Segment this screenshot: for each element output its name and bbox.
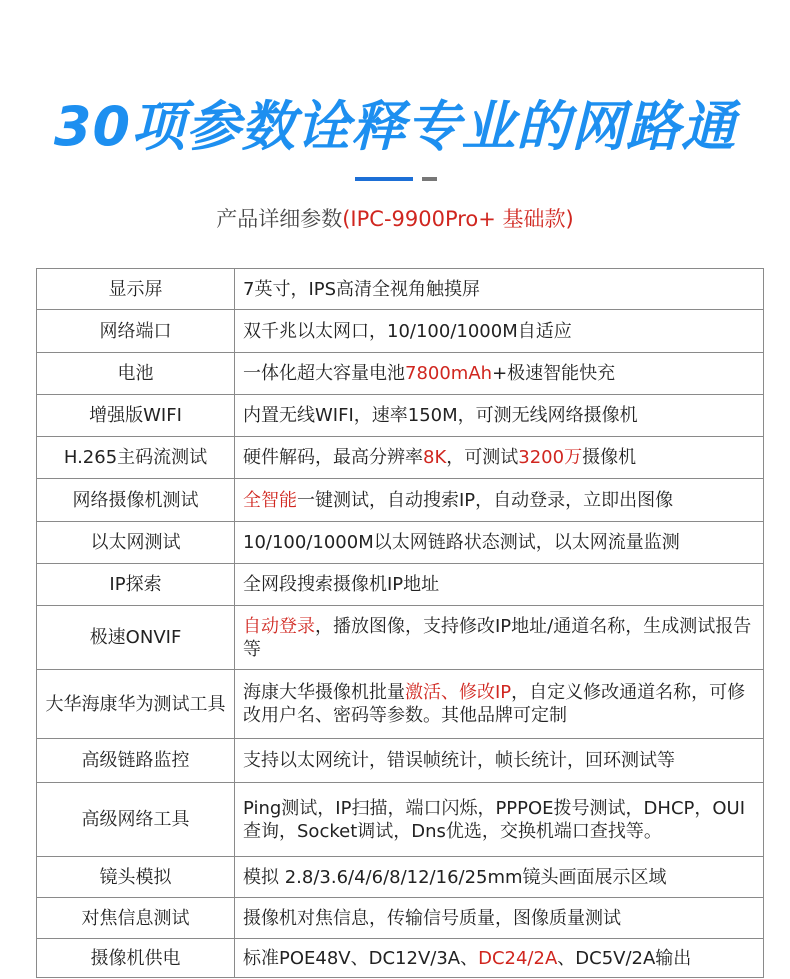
spec-value-text: 模拟 2.8/3.6/4/6/8/12/16/25mm镜头画面展示区域	[243, 866, 667, 888]
spec-row	[37, 898, 764, 939]
spec-value-text: 、DC5V/2A输出	[557, 947, 692, 969]
spec-value-text: 双千兆以太网口，10/100/1000M自适应	[243, 320, 572, 342]
subtitle-prefix: 产品详细参数	[216, 207, 343, 231]
spec-value-highlight: 3200万	[518, 447, 583, 468]
spec-value-highlight: 激活、修改IP	[405, 682, 512, 703]
spec-value-text: 10/100/1000M以太网链路状态测试，以太网流量监测	[243, 532, 680, 553]
spec-label: IP探索	[37, 564, 235, 606]
spec-value	[235, 783, 764, 857]
spec-value-highlight: 全智能	[243, 489, 297, 511]
spec-value-text: 支持以太网统计，错误帧统计，帧长统计，回环测试等	[243, 750, 675, 771]
spec-row	[37, 670, 764, 739]
spec-label: 显示屏	[37, 269, 235, 310]
spec-value	[235, 437, 764, 479]
spec-value-text: 内置无线WIFI，速率150M，可测无线网络摄像机	[243, 405, 638, 426]
spec-value-text: 7英寸，IPS高清全视角触摸屏	[243, 278, 481, 300]
spec-value-text: 一体化超大容量电池	[243, 363, 405, 384]
spec-row	[37, 479, 764, 522]
spec-value-text: 摄像机对焦信息，传输信号质量，图像质量测试	[243, 907, 621, 929]
spec-row	[37, 353, 764, 395]
spec-value-text: ，可测试	[446, 447, 519, 468]
spec-row	[37, 310, 764, 353]
spec-value	[235, 739, 764, 783]
spec-row	[37, 739, 764, 783]
spec-label: 网络摄像机测试	[37, 479, 235, 522]
spec-table-body	[37, 269, 764, 978]
spec-value	[235, 939, 764, 978]
spec-label: 网络端口	[37, 310, 235, 353]
spec-value	[235, 522, 764, 564]
spec-value-text: 全网段搜索摄像机IP地址	[243, 574, 440, 595]
spec-value	[235, 310, 764, 353]
title-divider-accent	[355, 177, 413, 181]
spec-value-highlight: 自动登录	[243, 615, 315, 637]
spec-label: 电池	[37, 353, 235, 395]
spec-subtitle	[0, 203, 790, 235]
spec-row	[37, 522, 764, 564]
spec-value-text: Ping测试，IP扫描，端口闪烁，PPPOE拨号测试，DHCP，OUI查询，Socket调试，Dns优选，交换机端口查找等。	[243, 797, 746, 842]
spec-value	[235, 269, 764, 310]
title-divider-dash	[422, 177, 437, 181]
spec-value-text: +极速智能快充	[492, 363, 616, 384]
spec-value-text: 标准POE48V、DC12V/3A、	[243, 947, 479, 969]
spec-value-text: 硬件解码，最高分辨率	[243, 447, 423, 468]
spec-value-highlight: DC24/2A	[478, 947, 558, 969]
spec-value	[235, 564, 764, 606]
spec-label: 以太网测试	[37, 522, 235, 564]
spec-value	[235, 606, 764, 670]
spec-value-text: 海康大华摄像机批量	[243, 682, 405, 703]
spec-value	[235, 898, 764, 939]
spec-value	[235, 670, 764, 739]
spec-label: 对焦信息测试	[37, 898, 235, 939]
spec-value-text: 摄像机	[582, 447, 637, 468]
subtitle-model: (IPC-9900Pro+ 基础款)	[342, 207, 574, 231]
spec-row	[37, 857, 764, 898]
spec-label: 极速ONVIF	[37, 606, 235, 670]
spec-label: 大华海康华为测试工具	[37, 670, 235, 739]
spec-row	[37, 606, 764, 670]
spec-value	[235, 353, 764, 395]
spec-value	[235, 857, 764, 898]
spec-label: 高级网络工具	[37, 783, 235, 857]
spec-value	[235, 479, 764, 522]
spec-row	[37, 269, 764, 310]
spec-value-text: 一键测试，自动搜索IP，自动登录，立即出图像	[297, 489, 674, 511]
spec-label: H.265主码流测试	[37, 437, 235, 479]
spec-value-highlight: 8K	[423, 447, 447, 468]
spec-row	[37, 564, 764, 606]
spec-label: 摄像机供电	[37, 939, 235, 978]
spec-label: 镜头模拟	[37, 857, 235, 898]
spec-label: 增强版WIFI	[37, 395, 235, 437]
spec-table	[36, 268, 764, 978]
spec-value-text: ，播放图像，支持修改IP地址/通道名称，生成测试报告等	[243, 615, 752, 660]
spec-row	[37, 437, 764, 479]
spec-row	[37, 395, 764, 437]
spec-label: 高级链路监控	[37, 739, 235, 783]
spec-value-text: ，自定义修改通道名称，可修改用户名、密码等参数。其他品牌可定制	[243, 682, 746, 726]
spec-value	[235, 395, 764, 437]
spec-row	[37, 783, 764, 857]
spec-value-highlight: 7800mAh	[405, 363, 493, 384]
spec-row	[37, 939, 764, 978]
page-title: 30项参数诠释专业的网路通	[53, 95, 737, 158]
